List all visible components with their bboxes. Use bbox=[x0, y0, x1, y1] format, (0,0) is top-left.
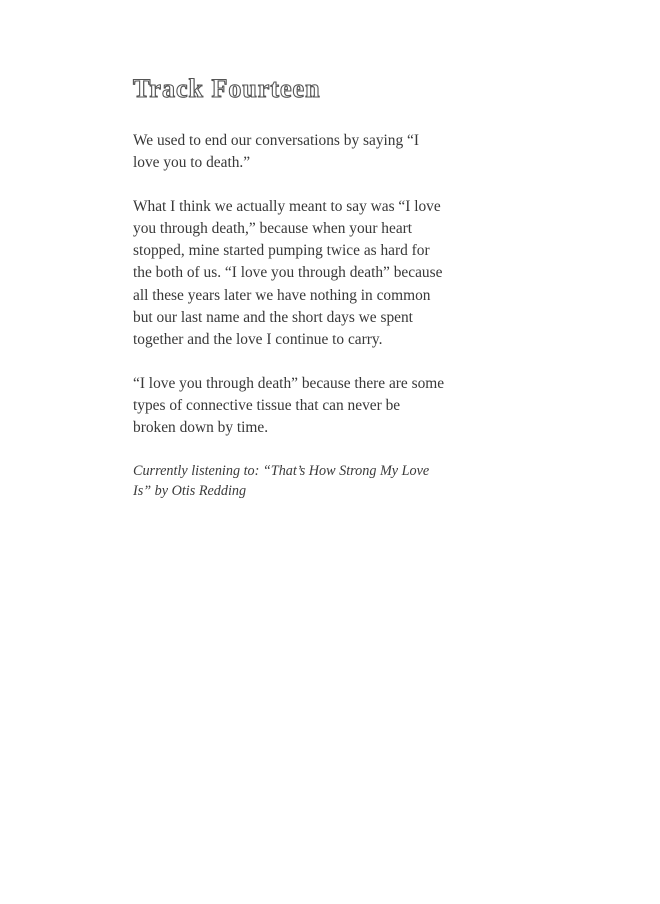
currently-listening-note: Currently listening to: “That’s How Strong My Love Is” by Otis Redding bbox=[133, 462, 430, 499]
page-title: Track Fourteen bbox=[133, 74, 321, 103]
paragraph-3: “I love you through death” because there are some types of connective tissue that can never be broken down by time. bbox=[133, 374, 445, 437]
document-body bbox=[133, 72, 445, 501]
paragraph-2: What I think we actually meant to say was “I love you through death,” because when your heart stopped, mine started pumping twice as hard for the both of us. “I love you through death” because all these years later we have nothing in common but our last name and the short days we spent together and the love I continue to carry. bbox=[133, 197, 443, 349]
paragraph-1: We used to end our conversations by saying “I love you to death.” bbox=[133, 132, 419, 172]
